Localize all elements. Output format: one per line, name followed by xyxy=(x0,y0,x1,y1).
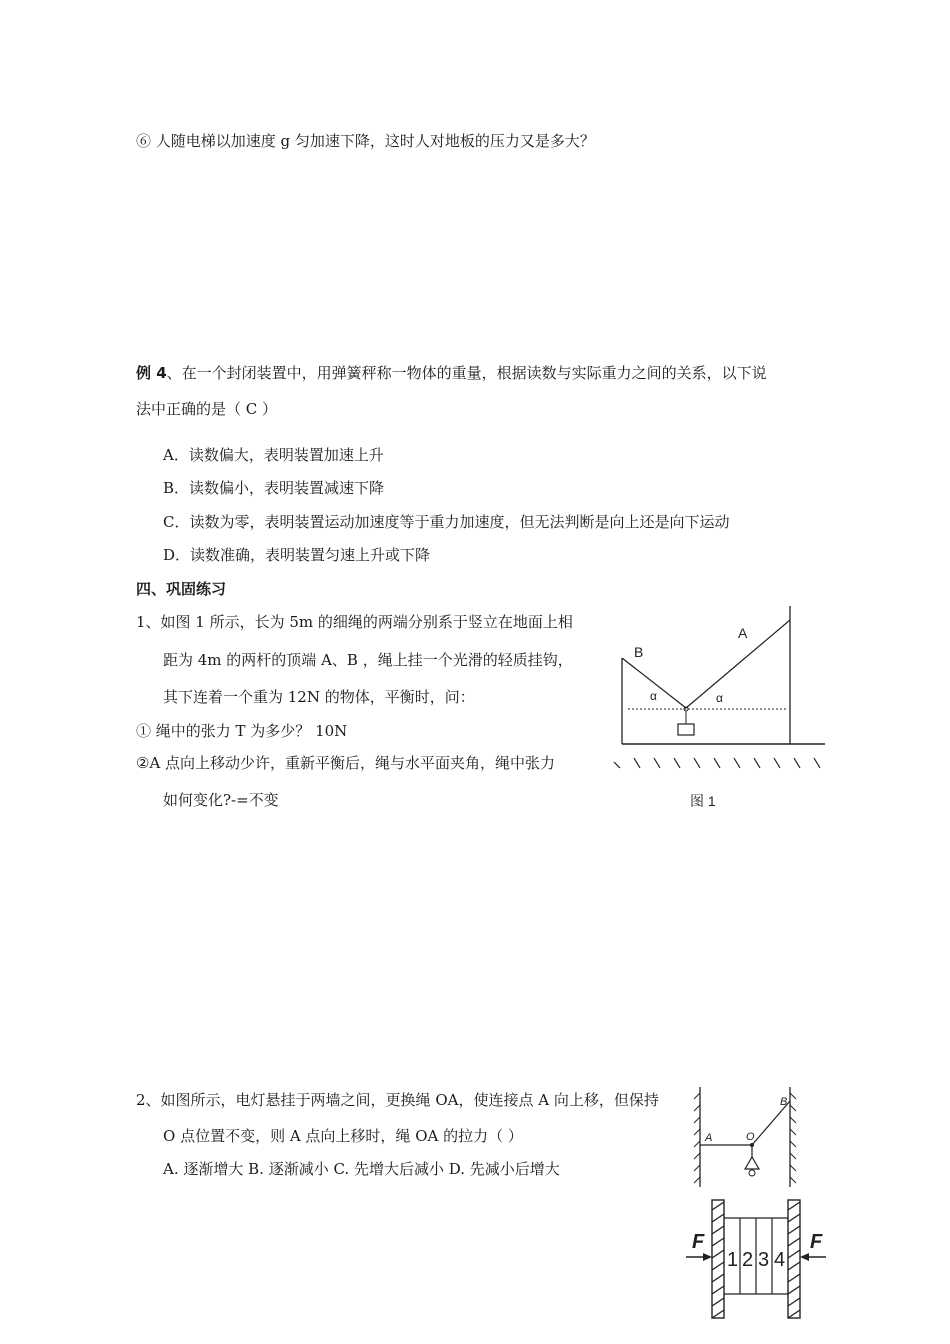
problem-1-line2: 距为 4m 的两杆的顶端 A、B ，绳上挂一个光滑的轻质挂钩， xyxy=(163,651,573,669)
block-1: 1 xyxy=(727,1249,739,1271)
example-4-label: 例 4 xyxy=(136,364,167,382)
option-c: C．读数为零，表明装置运动加速度等于重力加速度，但无法判断是向上还是向下运动 xyxy=(163,513,730,531)
fig2-label-b: B xyxy=(780,1096,788,1108)
example-4-stem-line1: 、在一个封闭装置中，用弹簧秤称一物体的重量，根据读数与实际重力之间的关系，以下说 xyxy=(166,364,767,382)
problem-1-line1: 1、如图 1 所示，长为 5m 的细绳的两端分别系于竖立在地面上相 xyxy=(136,613,573,631)
figure-1-diagram xyxy=(600,598,830,813)
example-4-stem xyxy=(136,362,767,383)
problem-1-line3: 其下连着一个重为 12N 的物体，平衡时，问： xyxy=(163,688,475,706)
angle-right: α xyxy=(716,691,723,705)
section-heading: 四、巩固练习 xyxy=(136,580,227,598)
option-a: A．读数偏大，表明装置加速上升 xyxy=(163,446,384,464)
figure-2-diagram xyxy=(690,1083,802,1189)
problem-1-line4: ① 绳中的张力 T 为多少？ 10N xyxy=(136,722,348,740)
block-2: 2 xyxy=(742,1249,754,1271)
arrow-right-icon xyxy=(703,1253,712,1261)
force-left-label: F xyxy=(692,1231,705,1253)
figure-3-diagram xyxy=(682,1196,832,1322)
example-4-stem-line2: 法中正确的是（ C ） xyxy=(136,400,278,418)
problem-2-line2: O 点位置不变，则 A 点向上移时，绳 OA 的拉力（ ） xyxy=(163,1127,523,1145)
block-3: 3 xyxy=(758,1249,770,1271)
question-6: ⑥ 人随电梯以加速度 g 匀加速下降，这时人对地板的压力又是多大？ xyxy=(136,132,595,150)
fig2-label-a: A xyxy=(705,1132,713,1144)
arrow-left-icon xyxy=(800,1253,809,1261)
problem-1-line6: 如何变化?-=不变 xyxy=(163,791,279,809)
figure-1-caption: 图 1 xyxy=(690,793,716,809)
angle-left: α xyxy=(650,689,657,703)
option-b: B．读数偏小，表明装置减速下降 xyxy=(163,479,385,497)
label-b: B xyxy=(634,644,644,660)
force-right-label: F xyxy=(810,1231,823,1253)
problem-1-line5: ②A 点向上移动少许，重新平衡后，绳与水平面夹角，绳中张力 xyxy=(136,754,556,772)
fig2-label-o: O xyxy=(746,1131,755,1143)
option-d: D．读数准确，表明装置匀速上升或下降 xyxy=(163,546,431,564)
block-4: 4 xyxy=(774,1249,786,1271)
problem-2-line1: 2、如图所示，电灯悬挂于两墙之间，更换绳 OA，使连接点 A 向上移，但保持 xyxy=(136,1091,659,1109)
label-a: A xyxy=(738,625,748,641)
problem-2-line3: A. 逐渐增大 B. 逐渐减小 C. 先增大后减小 D. 先减小后增大 xyxy=(163,1160,560,1178)
lamp-icon xyxy=(745,1157,759,1169)
weight-block xyxy=(678,724,694,735)
